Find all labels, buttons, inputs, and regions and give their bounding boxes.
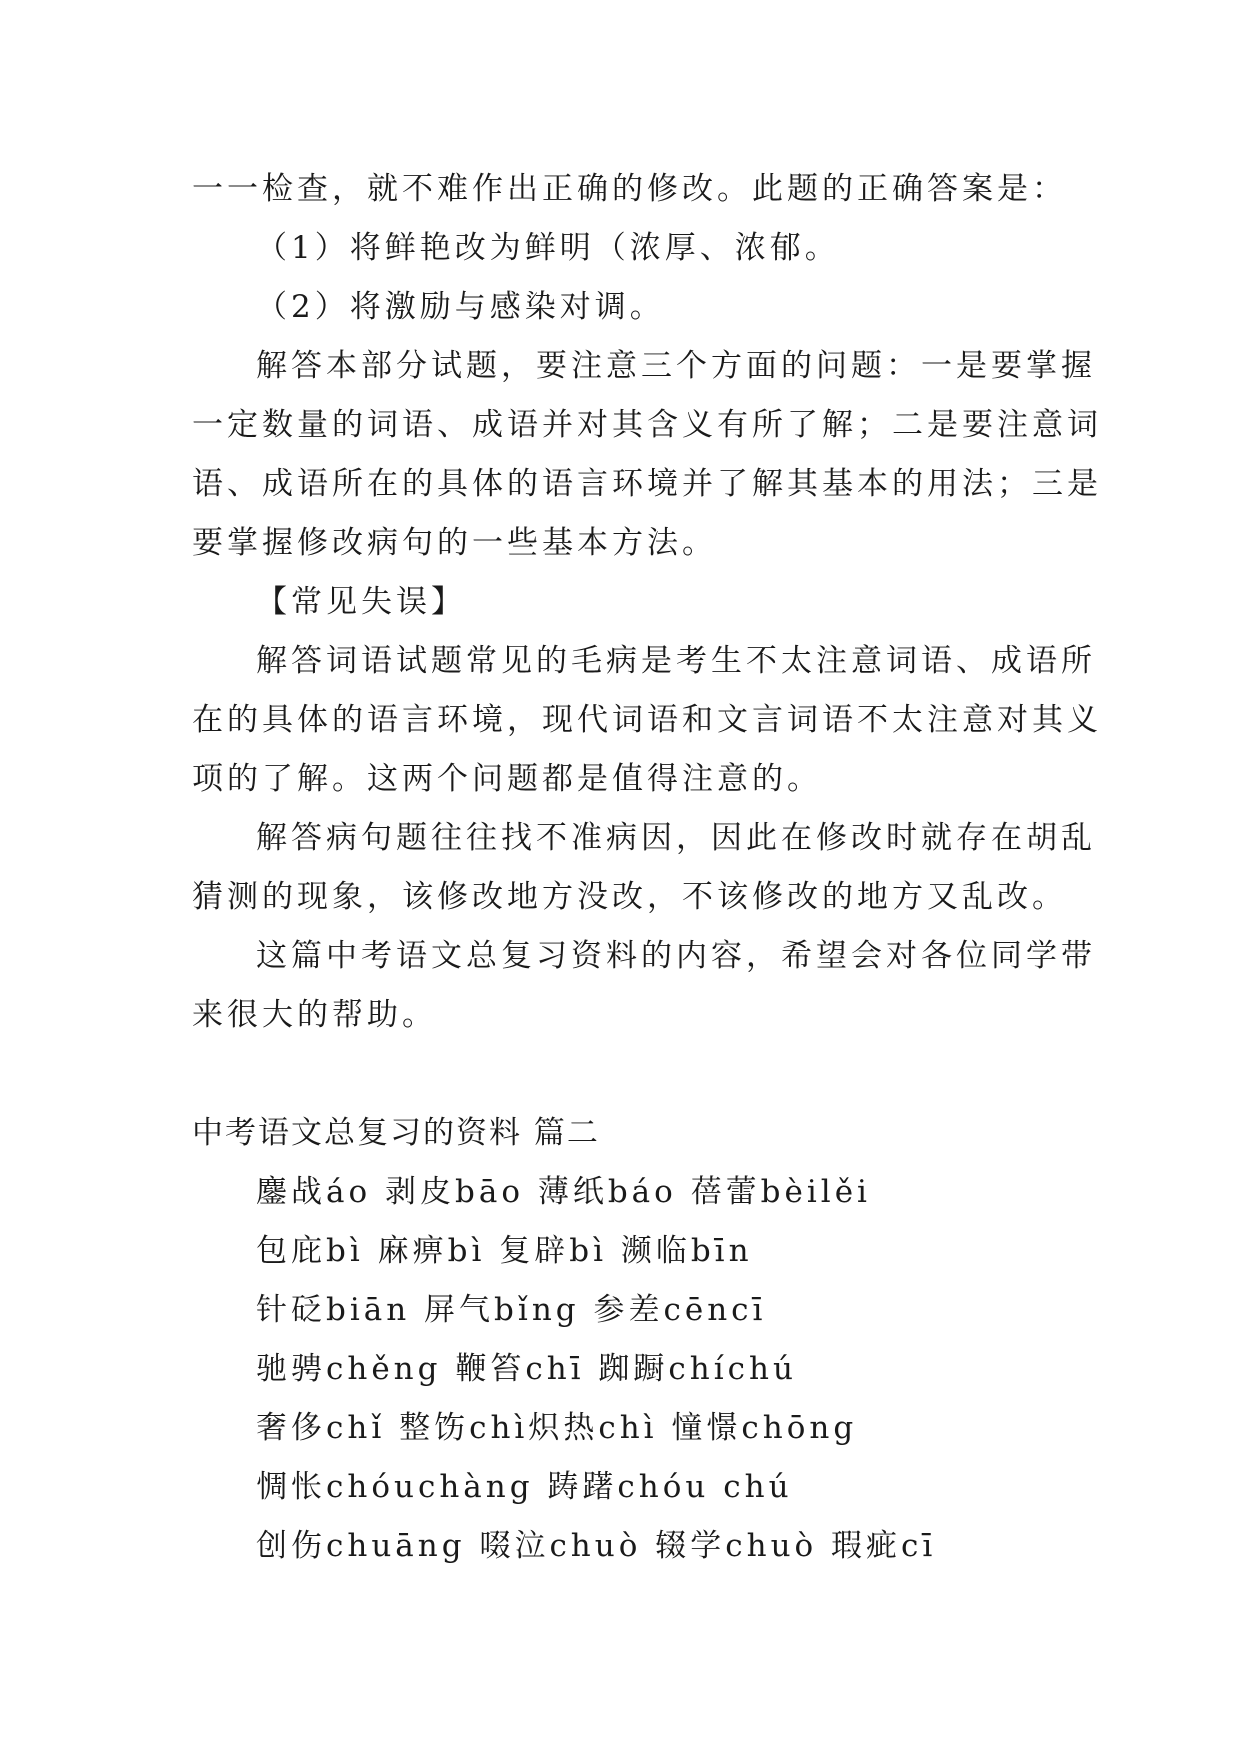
paragraph-line: 项的了解。这两个问题都是值得注意的。 [192,761,822,797]
paragraph-line: 一定数量的词语、成语并对其含义有所了解；二是要注意词 [192,407,1102,443]
pinyin-line: 惆怅chóuchàng 踌躇chóu chú [256,1469,793,1505]
pinyin-line: 鏖战áo 剥皮bāo 薄纸báo 蓓蕾bèilěi [256,1174,871,1210]
pinyin-line: 针砭biān 屏气bǐng 参差cēncī [256,1292,767,1328]
paragraph-line: 解答病句题往往找不准病因，因此在修改时就存在胡乱 [256,820,1096,856]
pinyin-line: 创伤chuāng 啜泣chuò 辍学chuò 瑕疵cī [256,1528,937,1564]
document-page [192,160,1102,1576]
paragraph-line: 语、成语所在的具体的语言环境并了解其基本的用法；三是 [192,466,1102,502]
paragraph-line: 在的具体的语言环境，现代词语和文言词语不太注意对其义 [192,702,1102,738]
paragraph-line: 解答词语试题常见的毛病是考生不太注意词语、成语所 [256,643,1096,679]
paragraph-line: 这篇中考语文总复习资料的内容，希望会对各位同学带 [256,938,1096,974]
pinyin-line: 包庇bì 麻痹bì 复辟bì 濒临bīn [256,1233,753,1269]
paragraph-line: 猜测的现象，该修改地方没改，不该修改的地方又乱改。 [192,879,1067,915]
spacer [192,1045,1062,1104]
paragraph-line: 来很大的帮助。 [192,997,437,1033]
paragraph-line: 一一检查，就不难作出正确的修改。此题的正确答案是： [192,171,1067,207]
pinyin-line: 奢侈chǐ 整饬chì炽热chì 憧憬chōng [256,1410,858,1446]
paragraph-line: 要掌握修改病句的一些基本方法。 [192,525,717,561]
pinyin-line: 驰骋chěng 鞭笞chī 踟蹰chíchú [256,1351,797,1387]
section-heading: 【常见失误】 [256,584,466,620]
paragraph-line: 解答本部分试题，要注意三个方面的问题：一是要掌握 [256,348,1096,384]
section-title: 中考语文总复习的资料 篇二 [192,1115,600,1151]
answer-item: （2）将激励与感染对调。 [256,289,665,325]
answer-item: （1）将鲜艳改为鲜明（浓厚、浓郁。 [256,230,840,266]
